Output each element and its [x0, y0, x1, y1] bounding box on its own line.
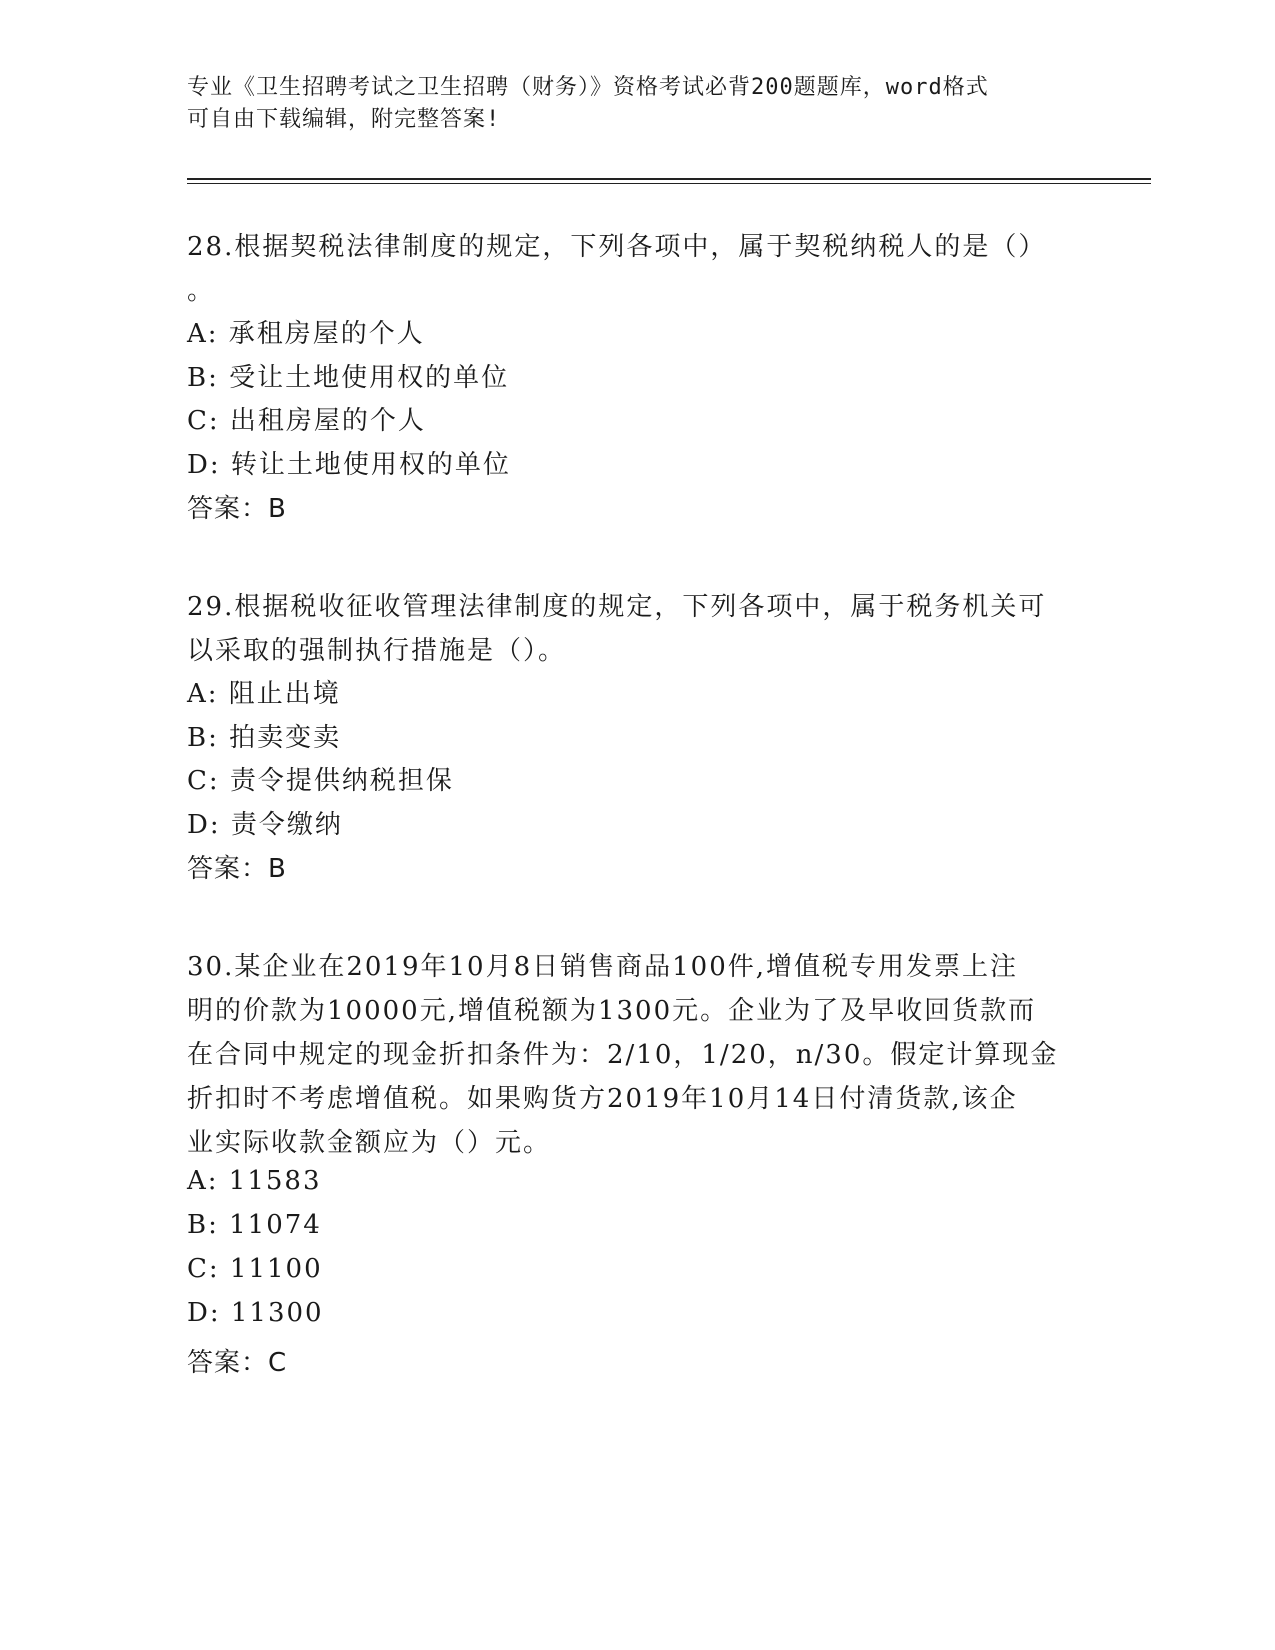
option-c: C: 11100 — [187, 1254, 323, 1284]
option-d: D: 11300 — [187, 1298, 324, 1328]
option-c: C: 出租房屋的个人 — [187, 406, 426, 436]
option-d: D: 责令缴纳 — [187, 810, 343, 840]
option-c: C: 责令提供纳税担保 — [187, 766, 454, 796]
answer-label: 答案：C — [187, 1348, 288, 1378]
option-d: D: 转让土地使用权的单位 — [187, 450, 511, 480]
option-b: B: 受让土地使用权的单位 — [187, 363, 510, 393]
question-stem-line: 30.某企业在2019年10月8日销售商品100件,增值税专用发票上注 — [187, 952, 1019, 982]
option-b: B: 拍卖变卖 — [187, 723, 342, 753]
option-b: B: 11074 — [187, 1210, 322, 1240]
header-line-2: 可自由下载编辑，附完整答案! — [187, 107, 501, 132]
answer-label: 答案：B — [187, 854, 287, 884]
question-stem-line: 以采取的强制执行措施是（）。 — [187, 636, 567, 666]
header-line-1: 专业《卫生招聘考试之卫生招聘（财务）》资格考试必背200题题库，word格式 — [187, 75, 989, 100]
header-divider-thick — [187, 178, 1151, 180]
option-a: A: 11583 — [187, 1166, 322, 1196]
question-stem-line: 28.根据契税法律制度的规定，下列各项中，属于契税纳税人的是（） — [187, 232, 1047, 262]
question-stem-line: 明的价款为10000元,增值税额为1300元。企业为了及早收回货款而 — [187, 996, 1037, 1026]
question-stem-line: 。 — [187, 276, 216, 306]
answer-label: 答案：B — [187, 494, 287, 524]
option-a: A: 阻止出境 — [187, 679, 341, 709]
document-header — [187, 72, 1087, 136]
question-stem-line: 折扣时不考虑增值税。如果购货方2019年10月14日付清货款,该企 — [187, 1084, 1018, 1114]
question-stem-line: 在合同中规定的现金折扣条件为：2/10，1/20，n/30。假定计算现金 — [187, 1040, 1059, 1070]
question-stem-line: 29.根据税收征收管理法律制度的规定，下列各项中，属于税务机关可 — [187, 592, 1047, 622]
header-divider-thin — [187, 183, 1151, 184]
option-a: A: 承租房屋的个人 — [187, 319, 425, 349]
question-stem-line: 业实际收款金额应为（）元。 — [187, 1128, 552, 1158]
